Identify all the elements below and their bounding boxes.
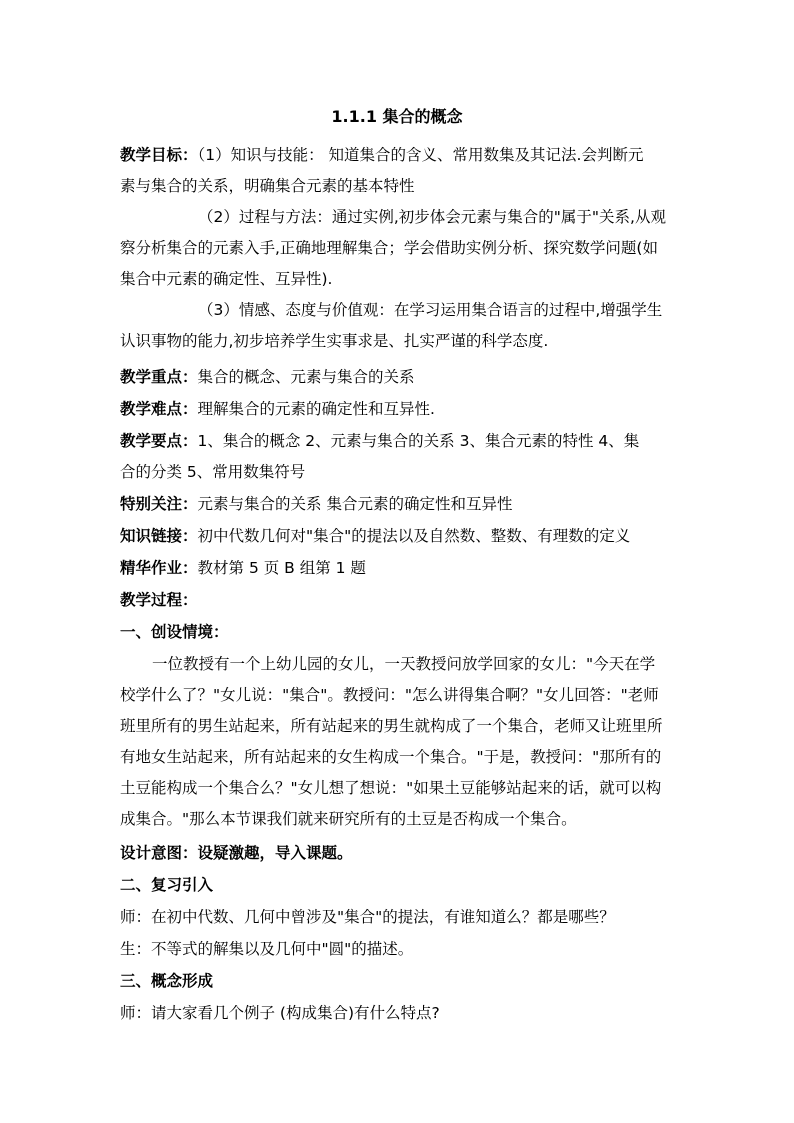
difficulties-line — [120, 397, 680, 421]
section3-heading: 三、概念形成 — [120, 972, 214, 990]
section1-paragraph-line-3: 班里所有的男生站起来，所有站起来的男生就构成了一个集合，老师又让班里所 — [120, 717, 663, 735]
objectives-label: 教学目标： — [120, 146, 198, 164]
design-intent: 设计意图：设疑激趣，导入课题。 — [120, 844, 353, 862]
essentials-label: 教学要点： — [120, 432, 198, 450]
page-title: 1.1.1 集合的概念 — [331, 107, 463, 126]
essentials-text-1: 1、集合的概念 2、元素与集合的关系 3、集合元素的特性 4、集 — [197, 432, 640, 450]
objectives-line-5: 集合中元素的确定性、互异性). — [120, 270, 333, 288]
section1-paragraph-line-6: 成集合。"那么本节课我们就来研究所有的土豆是否构成一个集合。 — [120, 810, 577, 828]
objectives-line-2: 素与集合的关系，明确集合元素的基本特性 — [120, 177, 415, 195]
objectives-line-7: 认识事物的能力,初步培养学生实事求是、扎实严谨的科学态度. — [120, 332, 549, 350]
process-label: 教学过程： — [120, 591, 198, 609]
key-points-line — [120, 365, 680, 389]
knowledge-link-line — [120, 524, 680, 548]
attention-line — [120, 492, 680, 516]
homework-text: 教材第 5 页 B 组第 1 题 — [197, 559, 366, 577]
section1-paragraph-line-5: 土豆能构成一个集合么？"女儿想了想说："如果土豆能够站起来的话，就可以构 — [120, 779, 662, 797]
section1-heading: 一、创设情境： — [120, 623, 229, 641]
objectives-line-4: 察分析集合的元素入手,正确地理解集合；学会借助实例分析、探究数学问题(如 — [120, 239, 658, 257]
essentials-line-2: 合的分类 5、常用数集符号 — [120, 463, 306, 481]
homework-label: 精华作业： — [120, 559, 198, 577]
objectives-line-1 — [120, 143, 680, 167]
section2-teacher-line: 师：在初中代数、几何中曾涉及"集合"的提法，有谁知道么？都是哪些？ — [120, 908, 615, 926]
section3-teacher-line: 师：请大家看几个例子 (构成集合)有什么特点? — [120, 1004, 440, 1022]
section2-heading: 二、复习引入 — [120, 876, 214, 894]
objectives-line-6: （3）情感、态度与价值观：在学习运用集合语言的过程中,增强学生 — [198, 301, 663, 319]
objectives-text-1: （1）知识与技能： 知道集合的含义、常用数集及其记法.会判断元 — [197, 146, 644, 164]
essentials-line-1 — [120, 429, 680, 453]
difficulties-label: 教学难点： — [120, 400, 198, 418]
attention-label: 特别关注： — [120, 495, 198, 513]
knowledge-link-text: 初中代数几何对"集合"的提法以及自然数、整数、有理数的定义 — [197, 527, 631, 545]
attention-text: 元素与集合的关系 集合元素的确定性和互异性 — [197, 495, 513, 513]
key-points-text: 集合的概念、元素与集合的关系 — [197, 368, 415, 386]
section1-paragraph-line-2: 校学什么了？"女儿说："集合"。教授问："怎么讲得集合啊？"女儿回答："老师 — [120, 686, 659, 704]
knowledge-link-label: 知识链接： — [120, 527, 198, 545]
homework-line — [120, 556, 680, 580]
section1-paragraph-line-1: 一位教授有一个上幼儿园的女儿，一天教授问放学回家的女儿："今天在学 — [152, 655, 656, 673]
objectives-line-3: （2）过程与方法：通过实例,初步体会元素与集合的"属于"关系,从观 — [198, 208, 666, 226]
section2-student-line: 生：不等式的解集以及几何中"圆"的描述。 — [120, 940, 414, 958]
difficulties-text: 理解集合的元素的确定性和互异性. — [197, 400, 435, 418]
section1-paragraph-line-4: 有地女生站起来，所有站起来的女生构成一个集合。"于是，教授问："那所有的 — [120, 748, 662, 766]
key-points-label: 教学重点： — [120, 368, 198, 386]
